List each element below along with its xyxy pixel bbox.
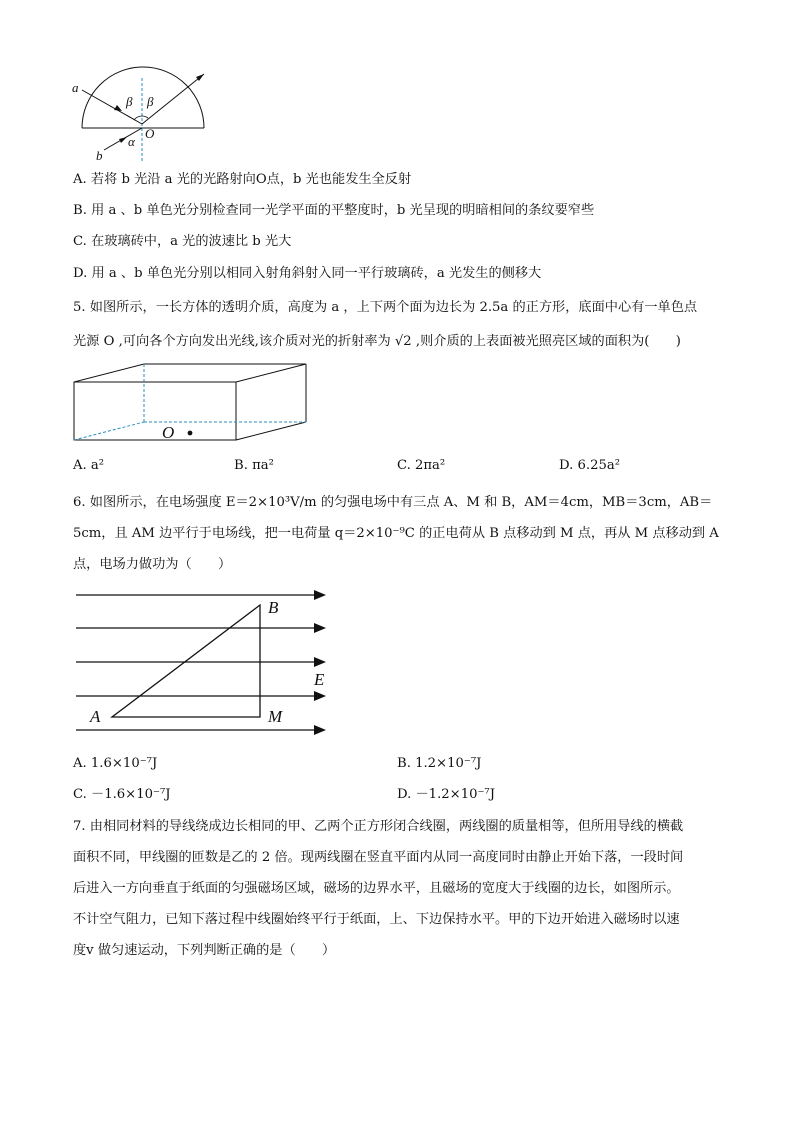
q6-option-a: A. 1.6×10⁻⁷J [73, 756, 158, 771]
q4-label-a: a [72, 80, 79, 95]
q7-stem-line4: 不计空气阻力，已知下落过程中线圈始终平行于纸面，上、下边保持水平。甲的下边开始进入磁场时以速 [73, 912, 680, 927]
q6-label-A: A [90, 707, 101, 726]
q6-label-E: E [314, 670, 325, 689]
q4-option-a: A. 若将 b 光沿 a 光的光路射向O点，b 光也能发生全反射 [73, 172, 412, 187]
q6-stem-line1: 6. 如图所示，在电场强度 E＝2×10³V/m 的匀强电场中有三点 A、M 和 B，AM＝4cm，MB＝3cm，AB＝ [73, 495, 713, 510]
q6-stem-line2: 5cm，且 AM 边平行于电场线，把一电荷量 q＝2×10⁻⁹C 的正电荷从 B 点移动到 M 点，再从 M 点移动到 A [73, 526, 719, 541]
q6-stem-line3: 点，电场力做功为（ ） [73, 557, 232, 572]
q5-label-O: O [162, 423, 175, 442]
q5-option-c: C. 2πa² [397, 458, 446, 473]
q6-option-d: D. －1.2×10⁻⁷J [397, 787, 496, 802]
q7-stem-line5: 度v 做匀速运动，下列判断正确的是（ ） [73, 943, 336, 958]
q4-option-b: B. 用 a 、b 单色光分别检查同一光学平面的平整度时，b 光呈现的明暗相间的条纹要窄些 [73, 203, 595, 218]
q4-option-c: C. 在玻璃砖中，a 光的波速比 b 光大 [73, 234, 292, 249]
q5-option-a: A. a² [73, 458, 105, 473]
q6-option-c: C. －1.6×10⁻⁷J [73, 787, 171, 802]
q4-label-beta-right: β [147, 94, 154, 109]
q4-semicircle-figure [70, 58, 215, 163]
q6-label-B: B [268, 598, 279, 617]
q5-stem-line2: 光源 O ,可向各个方向发出光线,该介质对光的折射率为 √2 ,则介质的上表面被光照亮区域的面积为( ) [73, 334, 681, 349]
q4-label-b: b [96, 148, 103, 163]
q6-field-figure [72, 585, 342, 740]
q4-label-O: O [145, 126, 155, 141]
q7-stem-line3: 后进入一方向垂直于纸面的匀强磁场区域，磁场的边界水平，且磁场的宽度大于线圈的边长，如图所示。 [73, 881, 680, 896]
q4-option-d: D. 用 a 、b 单色光分别以相同入射角斜射入同一平行玻璃砖，a 光发生的侧移大 [73, 266, 542, 281]
q7-stem-line2: 面积不同，甲线圈的匝数是乙的 2 倍。现两线圈在竖直平面内从同一高度同时由静止开始下落，一段时间 [73, 850, 684, 865]
q6-option-b: B. 1.2×10⁻⁷J [397, 756, 482, 771]
q6-label-M: M [268, 707, 283, 726]
q4-label-beta-left: β [126, 94, 133, 109]
q4-label-alpha: α [128, 134, 135, 149]
q5-box-figure [72, 362, 312, 444]
q5-option-b: B. πa² [234, 458, 274, 473]
q5-option-d: D. 6.25a² [559, 458, 620, 473]
q5-stem-line1: 5. 如图所示，一长方体的透明介质，高度为 a ，上下两个面为边长为 2.5a 的正方形，底面中心有一单色点 [73, 300, 698, 315]
q7-stem-line1: 7. 由相同材料的导线绕成边长相同的甲、乙两个正方形闭合线圈，两线圈的质量相等，但所用导线的横截 [73, 819, 684, 834]
